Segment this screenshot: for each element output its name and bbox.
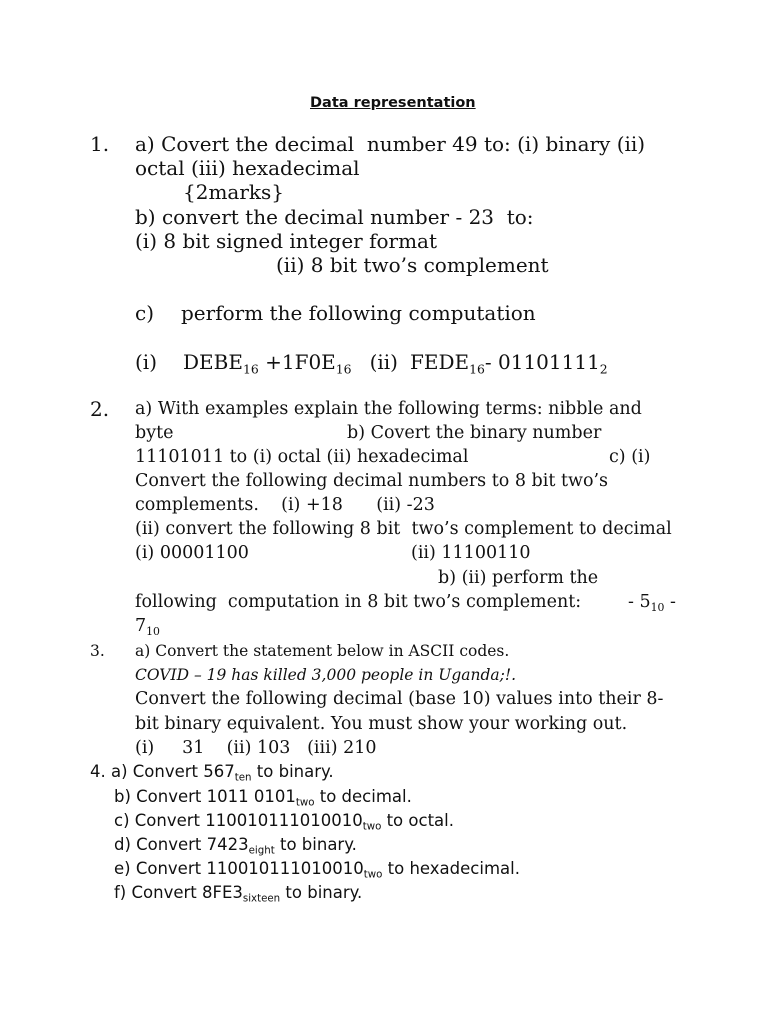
q1-c-op1: +1F0E [258, 350, 336, 374]
q4-a-sub: ten [234, 772, 252, 784]
q2-line3b: c) (i) [609, 447, 651, 467]
q2-line10: 7 [135, 616, 147, 636]
q4-e-pre: e) Convert 110010111010010 [114, 859, 364, 878]
q2-line10-group [135, 618, 160, 636]
q1-c-term1: DEBE [183, 350, 243, 374]
q1-number: 1. [90, 132, 110, 156]
q1-c-computation [135, 350, 608, 377]
q2-line6: (ii) convert the following 8 bit two’s complement to decimal [135, 519, 672, 539]
q3-number: 3. [90, 642, 105, 660]
q1-c-op2: - 01101111 [484, 350, 600, 374]
q2-line9b-group [628, 594, 676, 612]
document-title: Data representation [310, 95, 476, 111]
q4-e-sub: two [363, 869, 383, 881]
q3-line3: Convert the following decimal (base 10) values into their 8- [135, 689, 664, 709]
q2-line3a: 11101011 to (i) octal (ii) hexadecimal [135, 447, 469, 467]
q1-c-op2-base: 2 [599, 361, 608, 377]
q4-f-sub: sixteen [242, 893, 281, 905]
q4-c-sub: two [362, 821, 382, 833]
q2-line9b-base: 10 [650, 600, 665, 614]
q4-a [90, 762, 334, 784]
q4-a-post: to binary. [251, 762, 334, 781]
q1-a-line2: octal (iii) hexadecimal [135, 156, 360, 180]
q2-line8: b) (ii) perform the [438, 568, 599, 588]
q1-a-line1: a) Covert the decimal number 49 to: (i) binary (ii) [135, 132, 646, 156]
q1-marks: {2marks} [183, 180, 285, 204]
q1-b-line1: b) convert the decimal number - 23 to: [135, 205, 534, 229]
q2-line9b: - 5 [628, 592, 651, 612]
q3-line5: (i) 31 (ii) 103 (iii) 210 [135, 738, 377, 758]
q4-f [114, 883, 363, 905]
q3-line1: a) Convert the statement below in ASCII codes. [135, 642, 510, 660]
q1-c-label-i: (i) [135, 350, 158, 374]
q1-c-op1-base: 16 [335, 361, 352, 377]
q2-line2b: b) Covert the binary number [347, 423, 602, 443]
q4-d-post: to binary. [274, 835, 357, 854]
q4-c-pre: c) Convert 110010111010010 [114, 811, 363, 830]
q1-c-text: perform the following computation [181, 301, 536, 325]
q4-e [114, 859, 520, 881]
q4-b-sub: two [295, 797, 315, 809]
q4-c [114, 811, 454, 833]
q2-number: 2. [90, 397, 110, 421]
q2-line5: complements. (i) +18 (ii) -23 [135, 495, 435, 515]
q4-e-post: to hexadecimal. [382, 859, 520, 878]
q4-b-post: to decimal. [314, 787, 412, 806]
q4-f-post: to binary. [280, 883, 363, 902]
q4-b-pre: b) Convert 1011 0101 [114, 787, 296, 806]
q2-line10-base: 10 [146, 624, 160, 638]
q4-d-pre: d) Convert 7423 [114, 835, 249, 854]
q2-line2a: byte [135, 423, 174, 443]
q3-line4: bit binary equivalent. You must show your working out. [135, 714, 628, 734]
q4-b [114, 787, 412, 809]
q1-c-term2-base: 16 [469, 361, 485, 377]
q2-line1: a) With examples explain the following terms: nibble and [135, 399, 642, 419]
q1-c-term1-base: 16 [242, 361, 259, 377]
q4-d-sub: eight [248, 845, 275, 857]
q4-c-post: to octal. [381, 811, 454, 830]
q2-line7b: (ii) 11100110 [411, 543, 531, 563]
q2-line9a: following computation in 8 bit two’s complement: [135, 592, 582, 612]
q1-b-line2: (i) 8 bit signed integer format [135, 229, 438, 253]
q2-line9c: - [664, 592, 676, 612]
q4-f-pre: f) Convert 8FE3 [114, 883, 243, 902]
q3-line2: COVID – 19 has killed 3,000 people in Uganda;!. [135, 666, 517, 684]
q2-line7a: (i) 00001100 [135, 543, 249, 563]
q1-c-label-ii: (ii) [369, 350, 398, 374]
q4-a-pre: 4. a) Convert 567 [90, 762, 235, 781]
q4-d [114, 835, 357, 857]
q1-c-label: c) [135, 301, 155, 325]
q1-c-term2: FEDE [409, 350, 470, 374]
q1-b-line3: (ii) 8 bit two’s complement [276, 253, 549, 277]
q2-line4: Convert the following decimal numbers to 8 bit two’s [135, 471, 609, 491]
